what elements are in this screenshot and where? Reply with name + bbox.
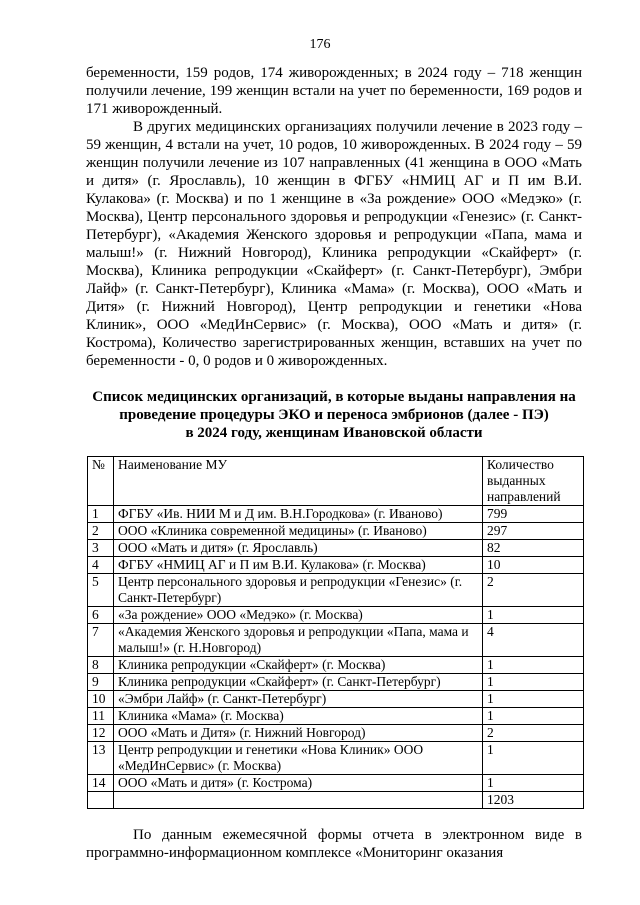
row-count: 1 bbox=[483, 607, 584, 624]
row-count: 1 bbox=[483, 775, 584, 792]
table-row bbox=[88, 540, 584, 557]
row-number: 14 bbox=[88, 775, 114, 792]
total-empty bbox=[88, 792, 114, 809]
table-row bbox=[88, 574, 584, 607]
table-row bbox=[88, 742, 584, 775]
row-name: «За рождение» ООО «Медэко» (г. Москва) bbox=[114, 607, 483, 624]
row-count: 82 bbox=[483, 540, 584, 557]
table-row bbox=[88, 657, 584, 674]
row-count: 1 bbox=[483, 657, 584, 674]
table-header-row bbox=[88, 457, 584, 506]
row-name: ООО «Клиника современной медицины» (г. Иваново) bbox=[114, 523, 483, 540]
row-name: «Академия Женского здоровья и репродукции «Папа, мама и малыш!» (г. Н.Новгород) bbox=[114, 624, 483, 657]
row-number: 2 bbox=[88, 523, 114, 540]
table-row bbox=[88, 624, 584, 657]
row-name: Клиника репродукции «Скайферт» (г. Москва) bbox=[114, 657, 483, 674]
table-row bbox=[88, 674, 584, 691]
row-count: 297 bbox=[483, 523, 584, 540]
row-count: 2 bbox=[483, 574, 584, 607]
total-count: 1203 bbox=[483, 792, 584, 809]
row-number: 12 bbox=[88, 725, 114, 742]
page-number: 176 bbox=[309, 37, 331, 52]
row-count: 1 bbox=[483, 742, 584, 775]
paragraph-3: По данным ежемесячной формы отчета в электронном виде в программно-информационном комплексе «Мониторинг оказания bbox=[86, 827, 582, 861]
referrals-table bbox=[87, 456, 584, 809]
row-name: Центр персонального здоровья и репродукции «Генезис» (г. Санкт-Петербург) bbox=[114, 574, 483, 607]
table-title-line: Список медицинских организаций, в которые выданы направления на bbox=[92, 389, 576, 405]
row-number: 7 bbox=[88, 624, 114, 657]
table-row bbox=[88, 775, 584, 792]
table-row bbox=[88, 523, 584, 540]
row-number: 9 bbox=[88, 674, 114, 691]
row-number: 13 bbox=[88, 742, 114, 775]
row-number: 8 bbox=[88, 657, 114, 674]
row-name: Клиника репродукции «Скайферт» (г. Санкт-Петербург) bbox=[114, 674, 483, 691]
row-name: Клиника «Мама» (г. Москва) bbox=[114, 708, 483, 725]
table-total-row bbox=[88, 792, 584, 809]
row-number: 5 bbox=[88, 574, 114, 607]
row-number: 1 bbox=[88, 506, 114, 523]
total-empty bbox=[114, 792, 483, 809]
row-name: «Эмбри Лайф» (г. Санкт-Петербург) bbox=[114, 691, 483, 708]
table-row bbox=[88, 691, 584, 708]
row-name: Центр репродукции и генетики «Нова Клиник» ООО «МедИнСервис» (г. Москва) bbox=[114, 742, 483, 775]
row-count: 1 bbox=[483, 674, 584, 691]
row-number: 4 bbox=[88, 557, 114, 574]
header-count: Количество выданных направлений bbox=[483, 457, 584, 506]
row-count: 1 bbox=[483, 691, 584, 708]
row-count: 10 bbox=[483, 557, 584, 574]
table-title-line: проведение процедуры ЭКО и переноса эмбрионов (далее - ПЭ) bbox=[119, 407, 549, 423]
row-count: 1 bbox=[483, 708, 584, 725]
row-name: ФГБУ «Ив. НИИ М и Д им. В.Н.Городкова» (г. Иваново) bbox=[114, 506, 483, 523]
table-row bbox=[88, 708, 584, 725]
paragraph-1: беременности, 159 родов, 174 живорожденных; в 2024 году – 718 женщин получили лечение, 199 женщин встали на учет по беременности, 169 родов и 171 живорожденный. bbox=[86, 65, 582, 117]
table-row bbox=[88, 506, 584, 523]
row-number: 3 bbox=[88, 540, 114, 557]
row-count: 2 bbox=[483, 725, 584, 742]
row-number: 6 bbox=[88, 607, 114, 624]
row-name: ООО «Мать и дитя» (г. Кострома) bbox=[114, 775, 483, 792]
table-row bbox=[88, 557, 584, 574]
row-name: ФГБУ «НМИЦ АГ и П им В.И. Кулакова» (г. Москва) bbox=[114, 557, 483, 574]
table-row bbox=[88, 725, 584, 742]
row-number: 10 bbox=[88, 691, 114, 708]
table-title-line: в 2024 году, женщинам Ивановской области bbox=[185, 425, 483, 441]
row-name: ООО «Мать и дитя» (г. Ярославль) bbox=[114, 540, 483, 557]
row-number: 11 bbox=[88, 708, 114, 725]
table-row bbox=[88, 607, 584, 624]
header-name: Наименование МУ bbox=[114, 457, 483, 506]
header-number: № bbox=[88, 457, 114, 506]
table-title bbox=[80, 388, 588, 442]
row-name: ООО «Мать и Дитя» (г. Нижний Новгород) bbox=[114, 725, 483, 742]
paragraph-2: В других медицинских организациях получили лечение в 2023 году – 59 женщин, 4 встали на учет, 10 родов, 10 живорожденных. В 2024 году – 59 женщин получили лечение из 107 направленных (41 женщина в ООО «Мать и дитя» (г. Ярославль), 10 женщин в ФГБУ «НМИЦ АГ и П им В.И. Кулакова» (г. Москва) и по 1 женщине в «За рождение» ООО «Медэко» (г. Москва), Центр персонального здоровья и репродукции «Генезис» (г. Санкт-Петербург), «Академия Женского здоровья и репродукции «Папа, мама и малыш!» (г. Нижний Новгород), Клиника репродукции «Скайферт» (г. Москва), Клиника репродукции «Скайферт» (г. Санкт-Петербург), Эмбри Лайф» (г. Санкт-Петербург), Клиника «Мама» (г. Москва), ООО «Мать и Дитя» (г. Нижний Новгород), Центр репродукции и генетики «Нова Клиник», ООО «МедИнСервис» (г. Москва), ООО «Мать и дитя» (г. Кострома), Количество зарегистрированных женщин, вставших на учет по беременности - 0, 0 родов и 0 живорожденных. bbox=[86, 119, 582, 369]
row-count: 799 bbox=[483, 506, 584, 523]
row-count: 4 bbox=[483, 624, 584, 657]
